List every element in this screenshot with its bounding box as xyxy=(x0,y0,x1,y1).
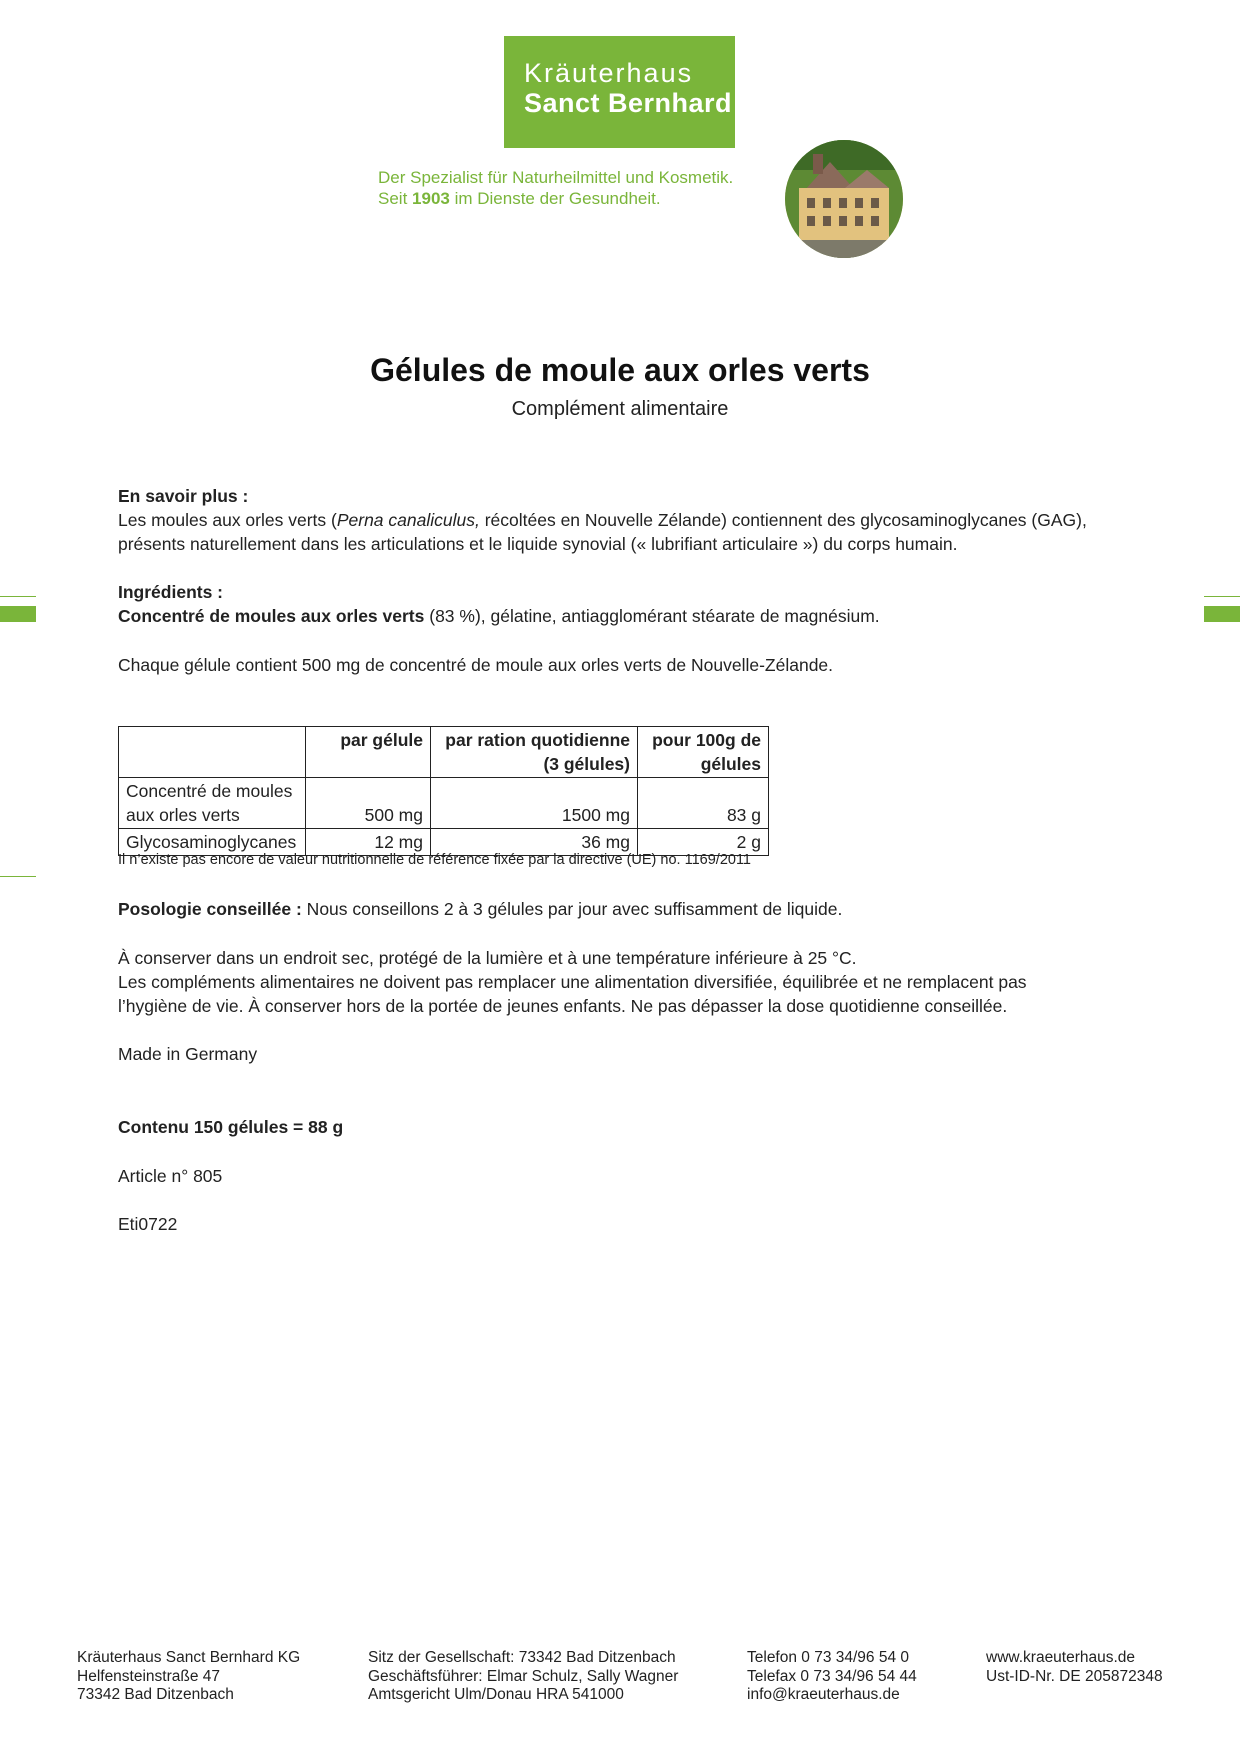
table-header-per-day: par ration quotidienne (3 gélules) xyxy=(431,727,638,778)
storage-line2: Les compléments alimentaires ne doivent pas remplacer une alimentation diversifiée, équilibrée et ne remplacent pas xyxy=(118,972,1027,992)
footer-contact: Telefon 0 73 34/96 54 0 Telefax 0 73 34/96 54 44 info@kraeuterhaus.de xyxy=(747,1649,917,1703)
table-cell-per-100g: 83 g xyxy=(638,778,769,829)
ingredients-section xyxy=(118,580,1118,628)
label-code: Eti0722 xyxy=(118,1214,178,1234)
origin: Made in Germany xyxy=(118,1044,258,1064)
footer-company: Kräuterhaus Sanct Bernhard KG Helfensteinstraße 47 73342 Bad Ditzenbach xyxy=(77,1649,301,1703)
product-subtitle: Complément alimentaire xyxy=(511,398,729,420)
tagline-line2: Seit 1903 im Dienste der Gesundheit. xyxy=(378,189,661,208)
table-cell-per-100g: 2 g xyxy=(638,829,769,856)
table-cell-per-capsule: 500 mg xyxy=(306,778,431,829)
table-footnote: Il n’existe pas encore de valeur nutritionnelle de référence fixée par la directive (UE) no. 1169/2011 xyxy=(118,852,751,868)
table-cell-per-day: 1500 mg xyxy=(431,778,638,829)
article-number: Article n° 805 xyxy=(118,1166,223,1186)
table-header-per-capsule: par gélule xyxy=(306,727,431,778)
fold-mark-right-line xyxy=(1204,596,1240,597)
info-line1: Les moules aux orles verts (Perna canaliculus, récoltées en Nouvelle Zélande) contiennent des glycosaminoglycanes (GAG), xyxy=(118,510,1087,530)
fold-mark-left-line xyxy=(0,596,36,597)
brand-name-line1: Kräuterhaus xyxy=(524,58,694,88)
fold-mark-right xyxy=(1204,606,1240,622)
ingredients-text: Concentré de moules aux orles verts (83 %), gélatine, antiagglomérant stéarate de magnésium. xyxy=(118,606,880,626)
capsule-note: Chaque gélule contient 500 mg de concentré de moule aux orles verts de Nouvelle-Zélande. xyxy=(118,655,834,675)
info-line2: présents naturellement dans les articulations et le liquide synovial (« lubrifiant articulaire ») du corps humain. xyxy=(118,534,958,554)
footer-legal: Sitz der Gesellschaft: 73342 Bad Ditzenbach Geschäftsführer: Elmar Schulz, Sally Wagner Amtsgericht Ulm/Donau HRA 541000 xyxy=(368,1649,679,1703)
table-cell-label: Concentré de moules aux orles verts xyxy=(119,778,306,829)
table-header-row xyxy=(119,727,769,778)
table-row xyxy=(119,778,769,829)
table-header-empty xyxy=(119,727,306,778)
fold-mark-left-lower xyxy=(0,876,36,877)
brand-logo xyxy=(504,36,735,148)
table-cell-per-capsule: 12 mg xyxy=(306,829,431,856)
brand-name-line2: Sanct Bernhard xyxy=(524,88,733,118)
building-photo xyxy=(785,140,903,258)
dosage: Posologie conseillée : Nous conseillons 2 à 3 gélules par jour avec suffisamment de liquide. xyxy=(118,899,843,919)
tagline-line1: Der Spezialist für Naturheilmittel und Kosmetik. xyxy=(378,168,734,187)
product-title: Gélules de moule aux orles verts xyxy=(370,352,870,388)
table-header-per-100g: pour 100g de gélules xyxy=(638,727,769,778)
ingredients-heading: Ingrédients : xyxy=(118,582,224,602)
contents: Contenu 150 gélules = 88 g xyxy=(118,1117,344,1137)
nutrition-table xyxy=(118,726,769,856)
brand-tagline xyxy=(378,167,733,209)
footer-web: www.kraeuterhaus.de Ust-ID-Nr. DE 205872348 xyxy=(986,1649,1163,1685)
fold-mark-left xyxy=(0,606,36,622)
table-cell-label: Glycosaminoglycanes xyxy=(119,829,306,856)
storage-line1: À conserver dans un endroit sec, protégé de la lumière et à une température inférieure à 25 °C. xyxy=(118,948,857,968)
storage-line3: l’hygiène de vie. À conserver hors de la portée de jeunes enfants. Ne pas dépasser la dose quotidienne conseillée. xyxy=(118,996,1008,1016)
storage-section xyxy=(118,946,1118,1018)
info-section xyxy=(118,484,1118,556)
table-cell-per-day: 36 mg xyxy=(431,829,638,856)
info-heading: En savoir plus : xyxy=(118,486,249,506)
